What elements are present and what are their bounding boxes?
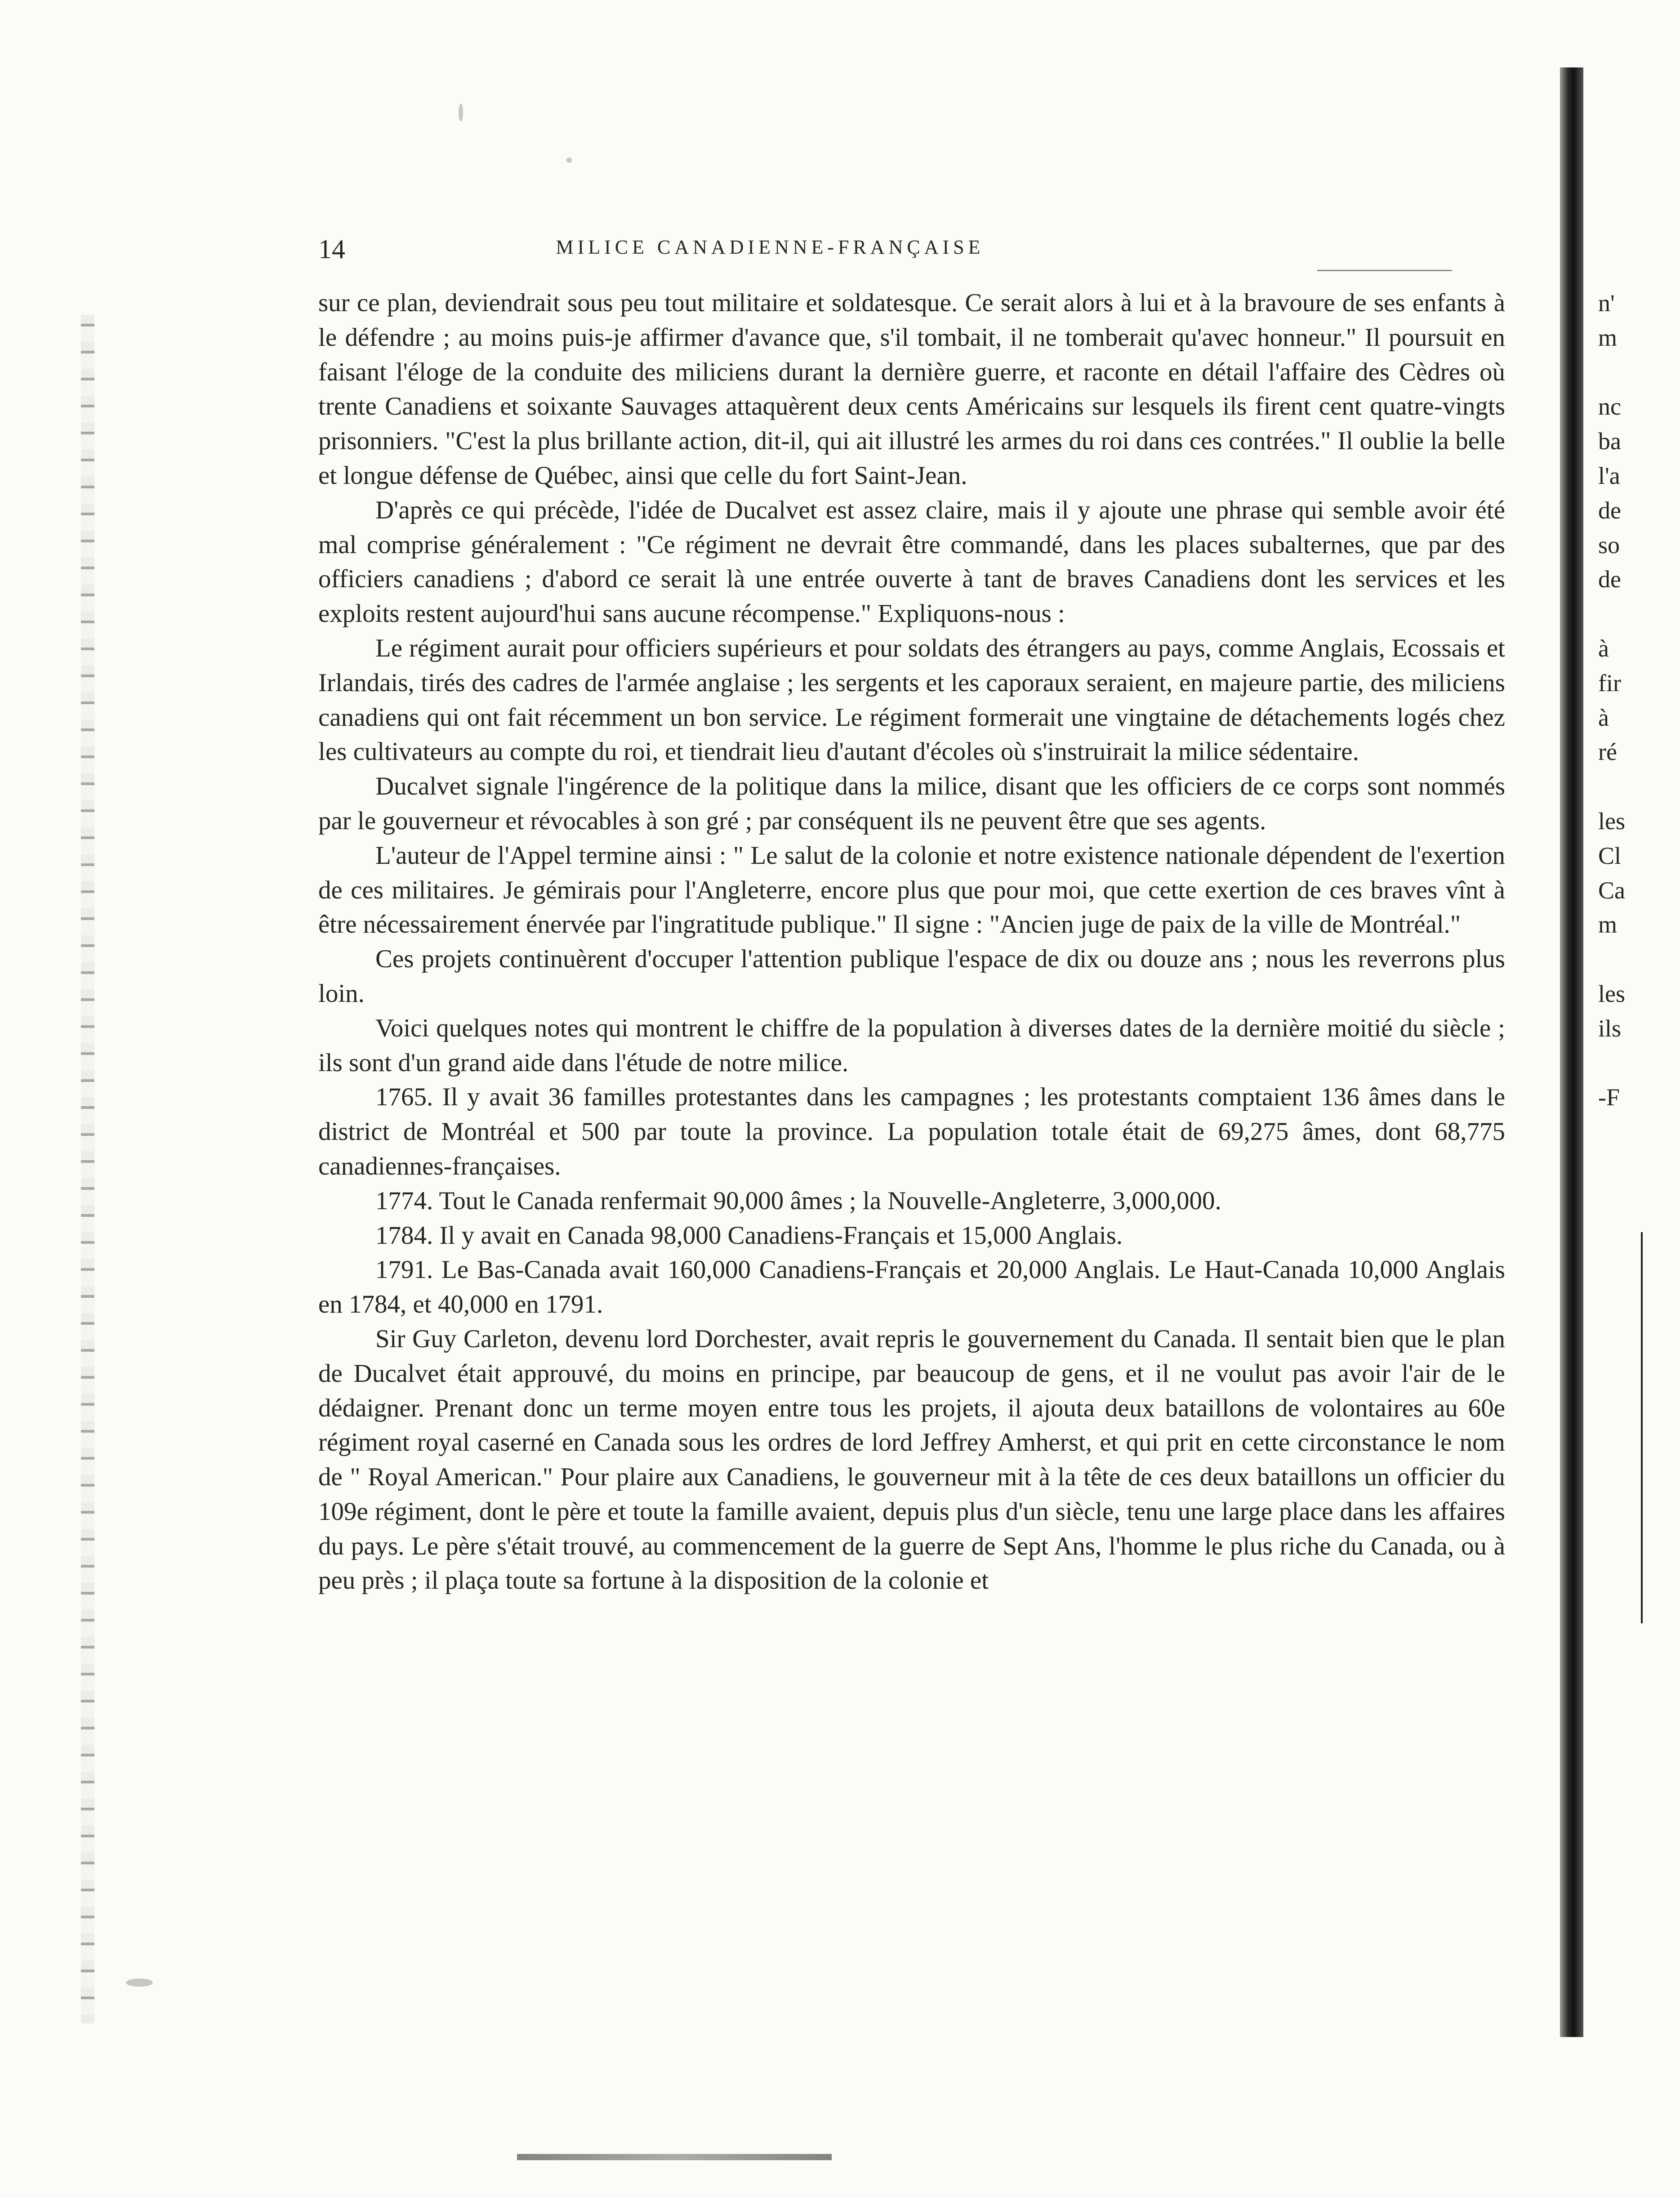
fragment-line: les — [1598, 807, 1625, 835]
fragment-line — [1598, 1046, 1679, 1081]
page-header — [318, 234, 1222, 265]
paragraph: Sir Guy Carleton, devenu lord Dorchester, avait repris le gouvernement du Canada. Il sentait bien que le plan de Ducalvet était approuvé, du moins en principe, par beaucoup de gens, et il ne voulut pas avoir l'air de le dédaigner. Prenant donc un terme moyen entre tous les projets, il ajouta deux bataillons de volontaires au 60e régiment royal caserné en Canada sous les ordres de lord Jeffrey Amherst, et qui prit en cette circonstance le nom de " Royal American." Pour plaire aux Canadiens, le gouverneur mit à la tête de ces deux bataillons un officier du 109e régiment, dont le père et toute la famille avaient, depuis plus d'un siècle, tenu une large place dans les affaires du pays. Le père s'était trouvé, au commencement de la guerre de Sept Ans, l'homme le plus riche du Canada, ou à peu près ; il plaça toute sa fortune à la disposition de la colonie et — [318, 1324, 1505, 1595]
fragment-line: nc — [1598, 393, 1621, 420]
fragment-line: m — [1598, 911, 1618, 938]
fragment-line: de — [1598, 496, 1621, 524]
fragment-line — [1598, 355, 1679, 390]
page-number: 14 — [318, 234, 345, 264]
paragraph: sur ce plan, deviendrait sous peu tout militaire et soldatesque. Ce serait alors à lui et à la bravoure de ses enfants à le défendre ; au moins puis-je affirmer d'avance que, s'il tombait, il ne tomberait qu'avec honneur." Il poursuit en faisant l'éloge de la conduite des miliciens durant la dernière guerre, et raconte en détail l'affaire des Cèdres où trente Canadiens et soixante Sauvages attaquèrent deux cents Américains sur lesquels ils firent cent quatre-vingts prisonniers. "C'est la plus brillante action, dit-il, qui ait illustré les armes du roi dans ces contrées." Il oublie la belle et longue défense de Québec, ainsi que celle du fort Saint-Jean. — [318, 289, 1505, 490]
header-rule — [1317, 270, 1452, 271]
facing-page-fragments — [1598, 286, 1679, 1115]
paragraph: Voici quelques notes qui montrent le chiffre de la population à diverses dates de la dernière moitié du siècle ; ils sont d'un grand aide dans l'étude de notre milice. — [318, 1014, 1505, 1077]
bottom-scan-artifact — [517, 2154, 832, 2160]
fragment-line: fir — [1598, 669, 1621, 697]
paragraph: 1774. Tout le Canada renfermait 90,000 âmes ; la Nouvelle-Angleterre, 3,000,000. — [375, 1186, 1221, 1215]
paragraph: 1791. Le Bas-Canada avait 160,000 Canadiens-Français et 20,000 Anglais. Le Haut-Canada 10,000 Anglais en 1784, et 40,000 en 1791. — [318, 1255, 1505, 1319]
edge-bracket-mark — [1641, 1232, 1643, 1623]
body-text — [318, 286, 1505, 1598]
fragment-line: à — [1598, 704, 1609, 731]
ink-smudge — [566, 157, 572, 163]
paragraph: D'après ce qui précède, l'idée de Ducalvet est assez claire, mais il y ajoute une phrase qui semble avoir été mal comprise généralement : "Ce régiment ne devrait être commandé, dans les places subalternes, que par des officiers canadiens ; d'abord ce serait là une entrée ouverte à tant de braves Canadiens dont les services et les exploits restent aujourd'hui sans aucune récompense." Expliquons-nous : — [318, 496, 1505, 628]
paragraph: 1765. Il y avait 36 familles protestantes dans les campagnes ; les protestants comptaient 136 âmes dans le district de Montréal et 500 par toute la province. La population totale était de 69,275 âmes, dont 68,775 canadiennes-françaises. — [318, 1083, 1505, 1180]
fragment-line — [1598, 769, 1679, 804]
fragment-line: n' — [1598, 290, 1615, 317]
fragment-line: les — [1598, 980, 1625, 1007]
fragment-line — [1598, 942, 1679, 977]
fragment-line: l'a — [1598, 462, 1620, 489]
fragment-line: Cl — [1598, 842, 1622, 869]
running-head: MILICE CANADIENNE-FRANÇAISE — [556, 236, 985, 258]
ink-smudge — [459, 103, 463, 121]
fragment-line: ils — [1598, 1014, 1622, 1042]
fragment-line: m — [1598, 324, 1618, 351]
left-edge-artifact — [81, 315, 94, 2024]
fragment-line: Ca — [1598, 876, 1625, 904]
paragraph: Le régiment aurait pour officiers supérieurs et pour soldats des étrangers au pays, comme Anglais, Ecossais et Irlandais, tirés des cadres de l'armée anglaise ; les sergents et les caporaux seraient, en majeure partie, des miliciens canadiens qui ont fait récemment un bon service. Le régiment formerait une vingtaine de détachements logés chez les cultivateurs au compte du roi, et tiendrait lieu d'autant d'écoles où s'instruirait la milice sédentaire. — [318, 634, 1505, 766]
paragraph: Ducalvet signale l'ingérence de la politique dans la milice, disant que les officiers de ce corps sont nommés par le gouverneur et révocables à son gré ; par conséquent ils ne peuvent être que ses agents. — [318, 772, 1505, 835]
binding-shadow — [1560, 67, 1583, 2037]
paragraph: Ces projets continuèrent d'occuper l'attention publique l'espace de dix ou douze ans ; nous les reverrons plus loin. — [318, 945, 1505, 1008]
paragraph: 1784. Il y avait en Canada 98,000 Canadiens-Français et 15,000 Anglais. — [375, 1221, 1123, 1250]
fragment-line — [1598, 597, 1679, 631]
fragment-line: ré — [1598, 738, 1617, 766]
fragment-line: -F — [1598, 1084, 1620, 1111]
fragment-line: so — [1598, 531, 1620, 558]
paragraph: L'auteur de l'Appel termine ainsi : " Le salut de la colonie et notre existence nationale dépendent de l'exertion de ces militaires. Je gémirais pour l'Angleterre, encore plus que pour moi, que cette exertion de ces braves vînt à être nécessairement énervée par l'ingratitude publique." Il signe : "Ancien juge de paix de la ville de Montréal." — [318, 841, 1505, 939]
fragment-line: de — [1598, 566, 1621, 593]
fragment-line: à — [1598, 634, 1609, 662]
ink-smudge — [126, 1979, 153, 1987]
fragment-line: ba — [1598, 428, 1621, 455]
